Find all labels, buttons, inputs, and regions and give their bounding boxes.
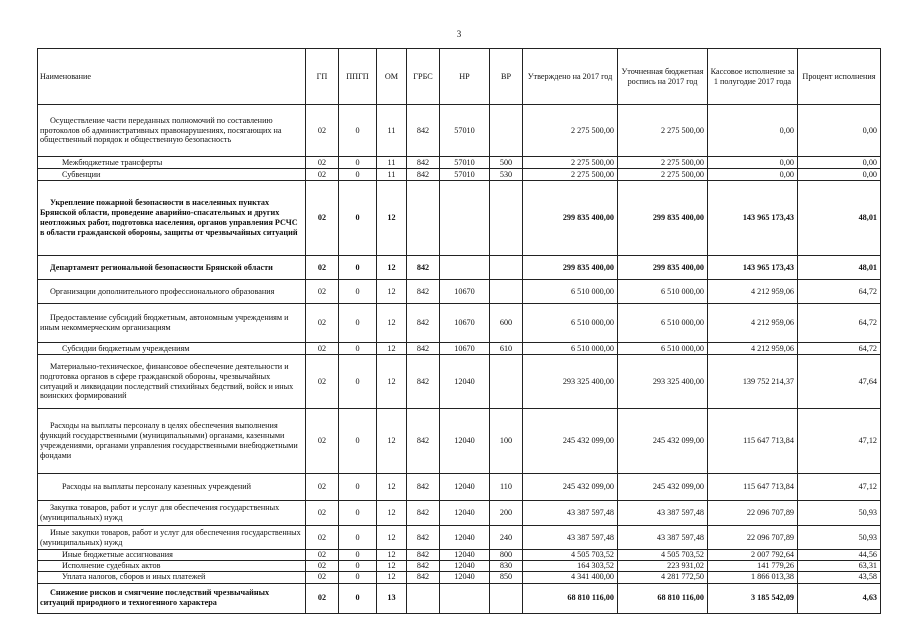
- cell-cash: 4 212 959,06: [708, 304, 798, 343]
- col-header-gp: ГП: [306, 49, 339, 105]
- cell-ppgp: 0: [339, 343, 377, 355]
- cell-ppgp: 0: [339, 571, 377, 583]
- table-row: [38, 169, 881, 181]
- cell-name: Организации дополнительного профессионального образования: [38, 280, 306, 304]
- cell-om: 12: [377, 526, 407, 550]
- cell-nr: 10670: [440, 280, 490, 304]
- cell-refined: 299 835 400,00: [618, 181, 708, 256]
- cell-percent: 47,12: [798, 409, 881, 474]
- cell-percent: 64,72: [798, 343, 881, 355]
- cell-vr: 530: [490, 169, 523, 181]
- cell-om: 12: [377, 343, 407, 355]
- table-row: [38, 571, 881, 583]
- cell-cash: 115 647 713,84: [708, 474, 798, 501]
- cell-nr: 12040: [440, 526, 490, 550]
- cell-cash: 0,00: [708, 169, 798, 181]
- col-header-refined: Уточненная бюджетная роспись на 2017 год: [618, 49, 708, 105]
- cell-om: 12: [377, 571, 407, 583]
- cell-approved: 164 303,52: [523, 560, 618, 571]
- cell-gp: 02: [306, 256, 339, 280]
- col-header-nr: НР: [440, 49, 490, 105]
- cell-ppgp: 0: [339, 157, 377, 169]
- cell-cash: 115 647 713,84: [708, 409, 798, 474]
- cell-om: 12: [377, 256, 407, 280]
- cell-vr: 110: [490, 474, 523, 501]
- cell-approved: 6 510 000,00: [523, 280, 618, 304]
- cell-grbs: 842: [407, 343, 440, 355]
- cell-grbs: 842: [407, 526, 440, 550]
- cell-refined: 245 432 099,00: [618, 409, 708, 474]
- cell-cash: 141 779,26: [708, 560, 798, 571]
- col-header-om: ОМ: [377, 49, 407, 105]
- cell-gp: 02: [306, 343, 339, 355]
- cell-grbs: 842: [407, 560, 440, 571]
- cell-grbs: 842: [407, 474, 440, 501]
- cell-om: 12: [377, 501, 407, 526]
- cell-om: 12: [377, 560, 407, 571]
- cell-approved: 2 275 500,00: [523, 157, 618, 169]
- cell-gp: 02: [306, 105, 339, 157]
- cell-nr: 12040: [440, 474, 490, 501]
- cell-om: 12: [377, 409, 407, 474]
- cell-cash: 143 965 173,43: [708, 181, 798, 256]
- cell-ppgp: 0: [339, 583, 377, 613]
- cell-refined: 68 810 116,00: [618, 583, 708, 613]
- cell-name: Расходы на выплаты персоналу в целях обеспечения выполнения функций государственными (муниципальными) органами, казенными учреждениями, органами управления государственными внебюджетными фондами: [38, 409, 306, 474]
- cell-om: 12: [377, 474, 407, 501]
- cell-vr: 240: [490, 526, 523, 550]
- cell-percent: 0,00: [798, 105, 881, 157]
- cell-grbs: 842: [407, 571, 440, 583]
- cell-refined: 2 275 500,00: [618, 157, 708, 169]
- cell-refined: 43 387 597,48: [618, 501, 708, 526]
- cell-om: 12: [377, 550, 407, 561]
- cell-cash: 2 007 792,64: [708, 550, 798, 561]
- cell-percent: 0,00: [798, 169, 881, 181]
- cell-nr: 12040: [440, 355, 490, 409]
- cell-approved: 6 510 000,00: [523, 343, 618, 355]
- cell-ppgp: 0: [339, 474, 377, 501]
- cell-nr: [440, 256, 490, 280]
- table-row: [38, 501, 881, 526]
- cell-cash: 4 212 959,06: [708, 280, 798, 304]
- cell-gp: 02: [306, 304, 339, 343]
- cell-nr: [440, 583, 490, 613]
- cell-percent: 63,31: [798, 560, 881, 571]
- cell-name: Расходы на выплаты персоналу казенных учреждений: [38, 474, 306, 501]
- col-header-vr: ВР: [490, 49, 523, 105]
- cell-ppgp: 0: [339, 409, 377, 474]
- table-row: [38, 181, 881, 256]
- cell-ppgp: 0: [339, 355, 377, 409]
- cell-gp: 02: [306, 501, 339, 526]
- cell-gp: 02: [306, 409, 339, 474]
- cell-gp: 02: [306, 550, 339, 561]
- cell-vr: [490, 280, 523, 304]
- cell-grbs: 842: [407, 280, 440, 304]
- cell-gp: 02: [306, 474, 339, 501]
- cell-nr: 12040: [440, 409, 490, 474]
- cell-vr: 800: [490, 550, 523, 561]
- cell-om: 12: [377, 280, 407, 304]
- cell-nr: 12040: [440, 560, 490, 571]
- cell-om: 12: [377, 304, 407, 343]
- cell-om: 13: [377, 583, 407, 613]
- cell-gp: 02: [306, 583, 339, 613]
- col-header-approved: Утверждено на 2017 год: [523, 49, 618, 105]
- cell-percent: 64,72: [798, 304, 881, 343]
- cell-cash: 22 096 707,89: [708, 526, 798, 550]
- cell-refined: 299 835 400,00: [618, 256, 708, 280]
- cell-om: 11: [377, 157, 407, 169]
- cell-vr: 500: [490, 157, 523, 169]
- table-row: [38, 105, 881, 157]
- cell-percent: 4,63: [798, 583, 881, 613]
- table-row: [38, 560, 881, 571]
- cell-gp: 02: [306, 157, 339, 169]
- cell-percent: 47,12: [798, 474, 881, 501]
- header-row: [38, 49, 881, 105]
- cell-ppgp: 0: [339, 256, 377, 280]
- budget-table: [37, 48, 881, 614]
- cell-refined: 2 275 500,00: [618, 105, 708, 157]
- cell-name: Снижение рисков и смягчение последствий чрезвычайных ситуаций природного и техногенного характера: [38, 583, 306, 613]
- table-row: [38, 409, 881, 474]
- cell-approved: 299 835 400,00: [523, 256, 618, 280]
- cell-approved: 293 325 400,00: [523, 355, 618, 409]
- cell-cash: 1 866 013,38: [708, 571, 798, 583]
- cell-nr: 57010: [440, 105, 490, 157]
- cell-percent: 43,58: [798, 571, 881, 583]
- table-row: [38, 157, 881, 169]
- cell-gp: 02: [306, 560, 339, 571]
- cell-grbs: 842: [407, 157, 440, 169]
- cell-cash: 3 185 542,09: [708, 583, 798, 613]
- cell-name: Иные закупки товаров, работ и услуг для обеспечения государственных (муниципальных) нужд: [38, 526, 306, 550]
- cell-percent: 50,93: [798, 526, 881, 550]
- cell-name: Укрепление пожарной безопасности в населенных пунктах Брянской области, проведение аварийно-спасательных и других неотложных работ, подготовка населения, органов управления РСЧС в области гражданской обороны, защиты от чрезвычайных ситуаций: [38, 181, 306, 256]
- cell-grbs: 842: [407, 256, 440, 280]
- cell-nr: 57010: [440, 157, 490, 169]
- table-row: [38, 304, 881, 343]
- cell-name: Закупка товаров, работ и услуг для обеспечения государственных (муниципальных) нужд: [38, 501, 306, 526]
- cell-vr: [490, 355, 523, 409]
- cell-vr: 610: [490, 343, 523, 355]
- cell-gp: 02: [306, 181, 339, 256]
- cell-refined: 4 281 772,50: [618, 571, 708, 583]
- cell-approved: 68 810 116,00: [523, 583, 618, 613]
- cell-approved: 245 432 099,00: [523, 474, 618, 501]
- cell-refined: 2 275 500,00: [618, 169, 708, 181]
- cell-approved: 43 387 597,48: [523, 501, 618, 526]
- table-row: [38, 526, 881, 550]
- cell-nr: 10670: [440, 343, 490, 355]
- cell-percent: 0,00: [798, 157, 881, 169]
- cell-nr: 12040: [440, 550, 490, 561]
- page-number: 3: [456, 29, 462, 39]
- cell-ppgp: 0: [339, 181, 377, 256]
- cell-gp: 02: [306, 355, 339, 409]
- cell-name: Департамент региональной безопасности Брянской области: [38, 256, 306, 280]
- cell-cash: 0,00: [708, 105, 798, 157]
- cell-vr: [490, 583, 523, 613]
- cell-om: 12: [377, 355, 407, 409]
- cell-approved: 4 505 703,52: [523, 550, 618, 561]
- cell-refined: 6 510 000,00: [618, 280, 708, 304]
- col-header-cash: Кассовое исполнение за 1 полугодие 2017 года: [708, 49, 798, 105]
- table-row: [38, 256, 881, 280]
- cell-vr: 830: [490, 560, 523, 571]
- table-row: [38, 474, 881, 501]
- cell-approved: 245 432 099,00: [523, 409, 618, 474]
- cell-grbs: 842: [407, 409, 440, 474]
- cell-ppgp: 0: [339, 169, 377, 181]
- cell-grbs: 842: [407, 355, 440, 409]
- cell-refined: 293 325 400,00: [618, 355, 708, 409]
- cell-ppgp: 0: [339, 304, 377, 343]
- cell-gp: 02: [306, 169, 339, 181]
- cell-percent: 48,01: [798, 181, 881, 256]
- cell-grbs: 842: [407, 304, 440, 343]
- cell-cash: 4 212 959,06: [708, 343, 798, 355]
- cell-refined: 6 510 000,00: [618, 304, 708, 343]
- cell-percent: 47,64: [798, 355, 881, 409]
- cell-gp: 02: [306, 571, 339, 583]
- cell-name: Межбюджетные трансферты: [38, 157, 306, 169]
- cell-vr: [490, 181, 523, 256]
- cell-approved: 43 387 597,48: [523, 526, 618, 550]
- cell-vr: [490, 256, 523, 280]
- cell-approved: 2 275 500,00: [523, 105, 618, 157]
- cell-cash: 143 965 173,43: [708, 256, 798, 280]
- cell-vr: 200: [490, 501, 523, 526]
- cell-name: Осуществление части переданных полномочий по составлению протоколов об административных правонарушениях, посягающих на общественный порядок и общественную безопасность: [38, 105, 306, 157]
- cell-name: Исполнение судебных актов: [38, 560, 306, 571]
- cell-ppgp: 0: [339, 526, 377, 550]
- cell-om: 12: [377, 181, 407, 256]
- cell-vr: 100: [490, 409, 523, 474]
- cell-approved: 299 835 400,00: [523, 181, 618, 256]
- col-header-ppgp: ППГП: [339, 49, 377, 105]
- col-header-grbs: ГРБС: [407, 49, 440, 105]
- cell-cash: 0,00: [708, 157, 798, 169]
- cell-grbs: 842: [407, 550, 440, 561]
- cell-name: Уплата налогов, сборов и иных платежей: [38, 571, 306, 583]
- cell-nr: 12040: [440, 501, 490, 526]
- cell-vr: [490, 105, 523, 157]
- cell-grbs: [407, 181, 440, 256]
- cell-om: 11: [377, 105, 407, 157]
- table-row: [38, 583, 881, 613]
- cell-grbs: [407, 583, 440, 613]
- cell-percent: 64,72: [798, 280, 881, 304]
- cell-cash: 22 096 707,89: [708, 501, 798, 526]
- cell-cash: 139 752 214,37: [708, 355, 798, 409]
- cell-vr: 600: [490, 304, 523, 343]
- cell-ppgp: 0: [339, 550, 377, 561]
- cell-refined: 223 931,02: [618, 560, 708, 571]
- cell-name: Иные бюджетные ассигнования: [38, 550, 306, 561]
- cell-grbs: 842: [407, 105, 440, 157]
- cell-approved: 2 275 500,00: [523, 169, 618, 181]
- cell-om: 11: [377, 169, 407, 181]
- cell-name: Предоставление субсидий бюджетным, автономным учреждениям и иным некоммерческим организациям: [38, 304, 306, 343]
- cell-refined: 43 387 597,48: [618, 526, 708, 550]
- cell-refined: 4 505 703,52: [618, 550, 708, 561]
- cell-ppgp: 0: [339, 280, 377, 304]
- cell-percent: 44,56: [798, 550, 881, 561]
- table-row: [38, 343, 881, 355]
- cell-vr: 850: [490, 571, 523, 583]
- cell-ppgp: 0: [339, 560, 377, 571]
- cell-ppgp: 0: [339, 105, 377, 157]
- cell-name: Материально-техническое, финансовое обеспечение деятельности и подготовка органов в сфере гражданской обороны, чрезвычайных ситуаций и ликвидации последствий стихийных бедствий, войск и иных воинских формирований: [38, 355, 306, 409]
- cell-name: Субвенции: [38, 169, 306, 181]
- table-row: [38, 355, 881, 409]
- cell-gp: 02: [306, 526, 339, 550]
- cell-approved: 4 341 400,00: [523, 571, 618, 583]
- cell-nr: [440, 181, 490, 256]
- cell-percent: 50,93: [798, 501, 881, 526]
- cell-refined: 6 510 000,00: [618, 343, 708, 355]
- cell-percent: 48,01: [798, 256, 881, 280]
- table-row: [38, 280, 881, 304]
- cell-grbs: 842: [407, 169, 440, 181]
- cell-ppgp: 0: [339, 501, 377, 526]
- cell-nr: 10670: [440, 304, 490, 343]
- cell-nr: 12040: [440, 571, 490, 583]
- cell-gp: 02: [306, 280, 339, 304]
- cell-name: Субсидии бюджетным учреждениям: [38, 343, 306, 355]
- cell-nr: 57010: [440, 169, 490, 181]
- cell-grbs: 842: [407, 501, 440, 526]
- cell-approved: 6 510 000,00: [523, 304, 618, 343]
- col-header-name: Наименование: [38, 49, 306, 105]
- table-row: [38, 550, 881, 561]
- col-header-percent: Процент исполнения: [798, 49, 881, 105]
- cell-refined: 245 432 099,00: [618, 474, 708, 501]
